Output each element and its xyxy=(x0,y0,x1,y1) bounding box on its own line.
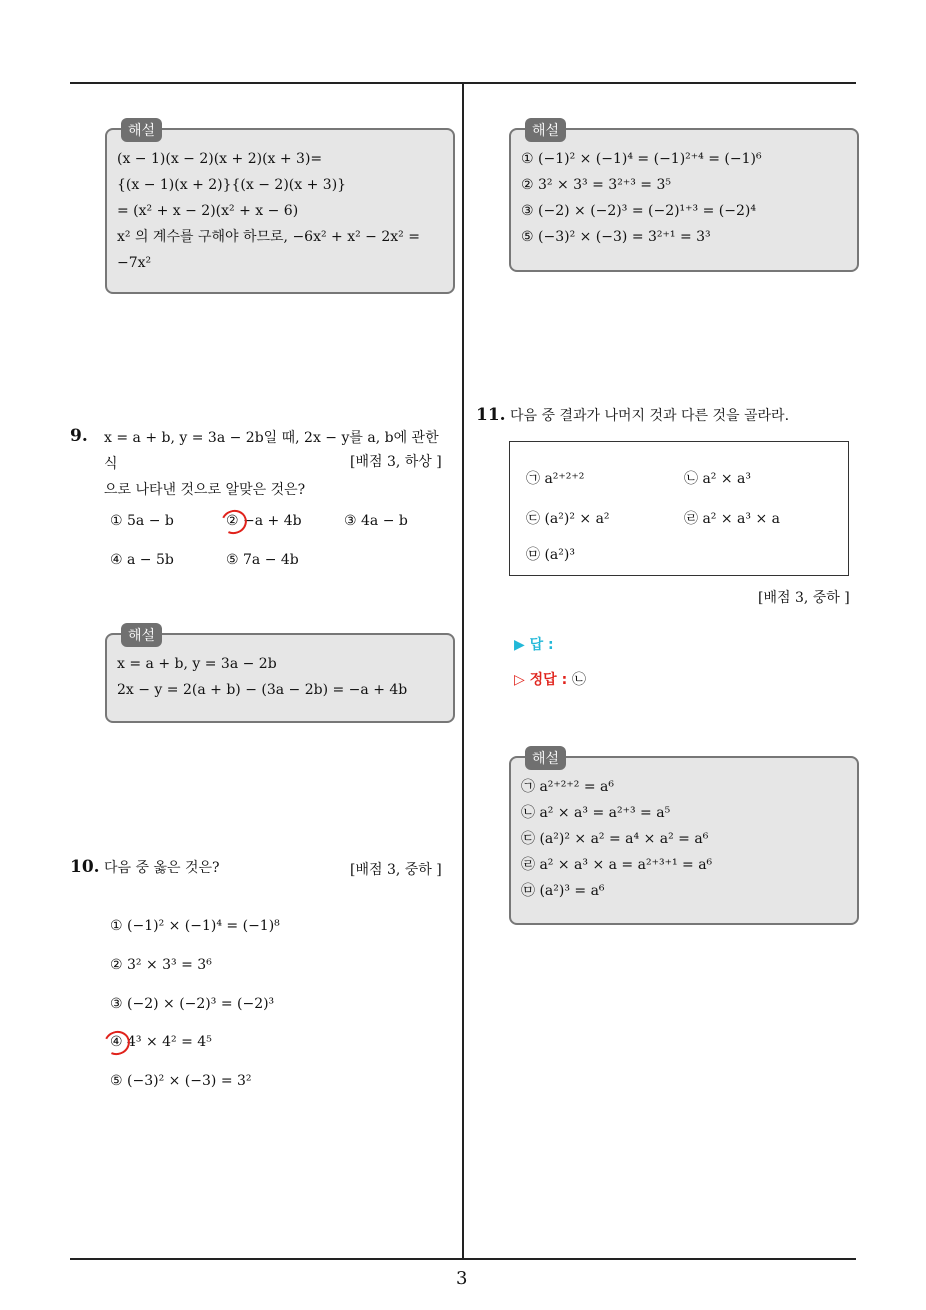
option-c: ㉢ (a²)² × a² xyxy=(526,511,610,527)
option-a: ㉠ a²⁺²⁺² xyxy=(526,471,585,487)
option-b: ㉡ a² × a³ xyxy=(684,471,751,487)
solution-box-q9 xyxy=(105,628,455,723)
question-text-11: 다음 중 결과가 나머지 것과 다른 것을 골라라. xyxy=(510,408,790,424)
solution-box-q11 xyxy=(509,751,859,925)
choice-10-1[interactable]: ① (−1)² × (−1)⁴ = (−1)⁸ xyxy=(110,918,280,934)
choice-10-3[interactable]: ③ (−2) × (−2)³ = (−2)³ xyxy=(110,996,275,1012)
option-e: ㉤ (a²)³ xyxy=(526,547,575,563)
points-label-10: [배점 3, 중하 ] xyxy=(350,862,442,878)
choice-9-2[interactable]: ② −a + 4b xyxy=(226,513,302,529)
choice-10-4[interactable]: ④ 4³ × 4² = 4⁵ xyxy=(110,1034,212,1050)
bottom-rule xyxy=(70,1258,856,1260)
option-d: ㉣ a² × a³ × a xyxy=(684,511,780,527)
question-number-10: 10. xyxy=(70,857,100,877)
selected-answer-mark xyxy=(101,1027,134,1058)
choice-9-5[interactable]: ⑤ 7a − 4b xyxy=(226,552,299,568)
points-label-11: [배점 3, 중하 ] xyxy=(758,590,850,606)
options-box xyxy=(509,441,849,576)
solution-lines: ㉠ a²⁺²⁺² = a⁶ ㉡ a² × a³ = a²⁺³ = a⁵ ㉢ (a²)² × a² = a⁴ × a² = a⁶ ㉣ a² × a³ × a = a²⁺³⁺¹ = a⁶ ㉤ (a²)³ = a⁶ xyxy=(521,779,713,899)
solution-box-q10 xyxy=(509,123,859,272)
solution-tag: 해설 xyxy=(121,118,162,142)
solution-lines: x = a + b, y = 3a − 2b 2x − y = 2(a + b) − (3a − 2b) = −a + 4b xyxy=(117,656,408,698)
solution-tag: 해설 xyxy=(525,118,566,142)
solution-lines: (x − 1)(x − 2)(x + 2)(x + 3)= {(x − 1)(x + 2)}{(x − 2)(x + 3)} = (x² + x − 2)(x² + x − 6) x² 의 계수를 구해야 하므로, −6x² + x² − 2x² = −7x² xyxy=(117,151,420,271)
choice-9-4[interactable]: ④ a − 5b xyxy=(110,552,174,568)
correct-answer-label: ▷ 정답 : xyxy=(514,672,568,688)
choice-10-5[interactable]: ⑤ (−3)² × (−3) = 3² xyxy=(110,1073,252,1089)
choice-9-3[interactable]: ③ 4a − b xyxy=(344,513,408,529)
answer-line[interactable]: ▶ 답 : xyxy=(514,637,554,653)
question-number-11: 11. xyxy=(476,405,506,425)
choice-9-1[interactable]: ① 5a − b xyxy=(110,513,174,529)
question-text-9: x = a + b, y = 3a − 2b일 때, 2x − y를 a, b에 관한 식 으로 나타낸 것으로 알맞은 것은? xyxy=(104,430,439,498)
points-label-9: [배점 3, 하상 ] xyxy=(350,454,442,470)
selected-answer-mark xyxy=(218,506,251,537)
solution-lines: ① (−1)² × (−1)⁴ = (−1)²⁺⁴ = (−1)⁶ ② 3² × 3³ = 3²⁺³ = 3⁵ ③ (−2) × (−2)³ = (−2)¹⁺³ = (−2)⁴ ⑤ (−3)² × (−3) = 3²⁺¹ = 3³ xyxy=(521,151,762,245)
column-divider xyxy=(462,82,464,1260)
correct-answer-line xyxy=(514,669,586,689)
choice-10-2[interactable]: ② 3² × 3³ = 3⁶ xyxy=(110,957,212,973)
solution-tag: 해설 xyxy=(121,623,162,647)
question-text-10: 다음 중 옳은 것은? xyxy=(104,860,220,876)
correct-answer-value: ㉡ xyxy=(572,672,587,688)
solution-box-q8 xyxy=(105,123,455,294)
question-number-9: 9. xyxy=(70,426,88,446)
solution-tag: 해설 xyxy=(525,746,566,770)
page-number: 3 xyxy=(456,1268,468,1289)
